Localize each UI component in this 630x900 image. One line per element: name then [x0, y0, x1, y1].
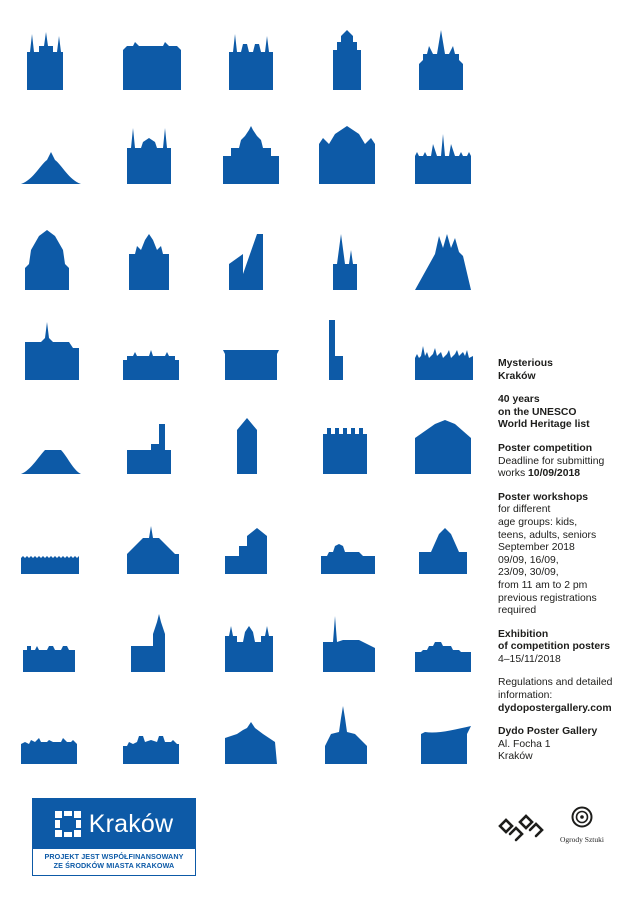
caption-line: ZE ŚRODKÓW MIASTA KRAKOWA: [53, 861, 175, 870]
domed-hall-icon: [222, 124, 284, 184]
kosciuszko-mound-icon: [20, 124, 82, 184]
long-hall-building-icon: [122, 30, 184, 90]
city-skyline-icon: [414, 320, 476, 380]
silhouette-shape: [123, 736, 179, 764]
gabled-palace-icon: [122, 230, 184, 290]
silhouette-shape: [419, 30, 463, 90]
krakow-mark-icon: [55, 811, 81, 837]
town-hall-spire-icon: [122, 514, 184, 574]
workshops-line: September 2018: [498, 542, 575, 554]
silhouette-shape: [415, 642, 471, 672]
castle-hill-icon: [318, 704, 380, 764]
competition-heading: Poster competition: [498, 442, 593, 454]
unesco-block: [498, 394, 626, 432]
silhouette-shape: [25, 322, 79, 380]
wave-roof-building-icon: [414, 704, 476, 764]
silhouette-shape: [415, 346, 473, 380]
website-link[interactable]: dydopostergallery.com: [498, 702, 612, 714]
silhouette-shape: [127, 424, 171, 474]
domed-pavilion-icon: [318, 514, 380, 574]
workshops-line: teens, adults, seniors: [498, 529, 597, 541]
unesco-line: on the UNESCO: [498, 406, 577, 418]
workshops-line: required: [498, 605, 537, 617]
gate-tower-icon: [222, 414, 284, 474]
tower-church-icon: [122, 612, 184, 672]
exhibition-block: [498, 629, 626, 667]
silhouette-shape: [421, 726, 471, 764]
silhouette-shape: [325, 706, 367, 764]
workshops-block: [498, 492, 626, 618]
silhouette-shape: [415, 134, 471, 184]
spired-church-icon: [414, 30, 476, 90]
stepped-modern-icon: [222, 514, 284, 574]
silhouette-shape: [329, 320, 343, 380]
crenellated-wall-icon: [20, 514, 82, 574]
gallery-name: Dydo Poster Gallery: [498, 726, 598, 738]
poster-title: [498, 358, 626, 383]
regulations-block: [498, 677, 626, 715]
logo-word: Kraków: [88, 809, 174, 838]
gothic-church-long-icon: [20, 320, 82, 380]
mound-with-base-icon: [20, 414, 82, 474]
tower-block-low-icon: [122, 414, 184, 474]
baroque-church-icon: [122, 124, 184, 184]
info-column: [498, 358, 626, 775]
sukiennice-hall-icon: [122, 320, 184, 380]
krakow-logo: [32, 798, 196, 876]
basilica-towers-icon: [222, 30, 284, 90]
long-arcade-icon: [20, 704, 82, 764]
sloped-roof-hall-icon: [222, 704, 284, 764]
works-word: works: [498, 468, 526, 480]
turreted-castle-icon: [414, 124, 476, 184]
unesco-line: 40 years: [498, 394, 540, 406]
silhouette-shape: [419, 528, 467, 574]
exhibition-heading: of competition posters: [498, 641, 610, 653]
gallery-block: [498, 726, 626, 764]
silhouette-shape: [123, 350, 179, 380]
dydo-logo-icon: [496, 812, 544, 849]
silhouette-shape: [127, 526, 179, 574]
silhouette-shape: [25, 230, 69, 290]
ogrody-sztuki-icon: [571, 806, 593, 828]
flat-roof-block-icon: [222, 320, 284, 380]
silhouette-shape: [129, 234, 169, 290]
title-line: Kraków: [498, 370, 536, 382]
silhouette-shape: [415, 420, 471, 474]
silhouette-shape: [415, 234, 471, 290]
silhouette-shape: [123, 42, 181, 90]
workshops-line: previous registrations: [498, 592, 597, 604]
barbican-icon: [318, 414, 380, 474]
ogrody-label: Ogrody Sztuki: [560, 835, 604, 844]
ogrody-sztuki-logo: [554, 806, 610, 844]
silhouette-shape: [333, 30, 361, 90]
silhouette-shape: [319, 126, 375, 184]
exhibition-dates: 4–15/11/2018: [498, 653, 561, 665]
silhouette-shape: [321, 544, 375, 574]
competition-block: [498, 443, 626, 481]
competition-text: Deadline for submitting: [498, 455, 605, 467]
silhouette-shape: [225, 626, 273, 672]
competition-deadline: [498, 468, 626, 481]
silhouette-shape: [21, 450, 81, 474]
title-line: Mysterious: [498, 358, 553, 369]
spire-hill-church-icon: [318, 612, 380, 672]
logo-banner: [33, 799, 195, 849]
silhouette-shape: [225, 528, 267, 574]
logo-caption: [33, 849, 195, 870]
mariacka-towers-icon: [318, 230, 380, 290]
tall-office-block-icon: [318, 30, 380, 90]
gallery-city: Kraków: [498, 751, 533, 763]
silhouette-shape: [229, 234, 263, 290]
regulations-text: information:: [498, 690, 553, 702]
exhibition-heading: Exhibition: [498, 628, 549, 640]
silhouette-shape: [229, 34, 273, 90]
arched-hall-icon: [318, 124, 380, 184]
silhouette-shape: [223, 350, 279, 380]
workshops-line: 09/09, 16/09,: [498, 554, 559, 566]
silhouette-shape: [23, 646, 75, 672]
silhouette-shape: [223, 126, 279, 184]
fortress-wall-icon: [20, 612, 82, 672]
silhouette-shape: [21, 152, 81, 184]
workshops-line: for different: [498, 504, 551, 516]
octagonal-tower-icon: [20, 230, 82, 290]
silhouette-shape: [27, 32, 63, 90]
silhouette-shape: [127, 128, 171, 184]
silhouette-shape: [225, 722, 277, 764]
deadline-date: 10/09/2018: [528, 468, 581, 480]
workshops-line: 23/09, 30/09,: [498, 567, 559, 579]
angled-modern-building-icon: [222, 230, 284, 290]
low-palace-icon: [414, 612, 476, 672]
workshops-heading: Poster workshops: [498, 491, 589, 503]
regulations-text: Regulations and detailed: [498, 677, 613, 689]
silhouette-shape: [333, 234, 357, 290]
cathedral-twin-towers-icon: [20, 30, 82, 90]
silhouette-shape: [323, 616, 375, 672]
twin-gable-church-icon: [222, 612, 284, 672]
workshops-line: age groups: kids,: [498, 516, 578, 528]
industrial-chimney-icon: [318, 320, 380, 380]
gabled-church-low-icon: [414, 514, 476, 574]
unesco-line: World Heritage list: [498, 419, 590, 431]
steep-roof-hall-icon: [414, 230, 476, 290]
silhouette-shape: [131, 614, 165, 672]
silhouette-shape: [237, 418, 257, 474]
gabled-house-icon: [414, 414, 476, 474]
workshops-line: from 11 am to 2 pm: [498, 579, 588, 591]
caption-line: PROJEKT JEST WSPÓŁFINANSOWANY: [44, 852, 184, 861]
gallery-street: Al. Focha 1: [498, 738, 551, 750]
silhouette-shape: [21, 738, 77, 764]
row-buildings-icon: [122, 704, 184, 764]
silhouette-shape: [323, 428, 367, 474]
silhouette-shape: [21, 556, 79, 574]
